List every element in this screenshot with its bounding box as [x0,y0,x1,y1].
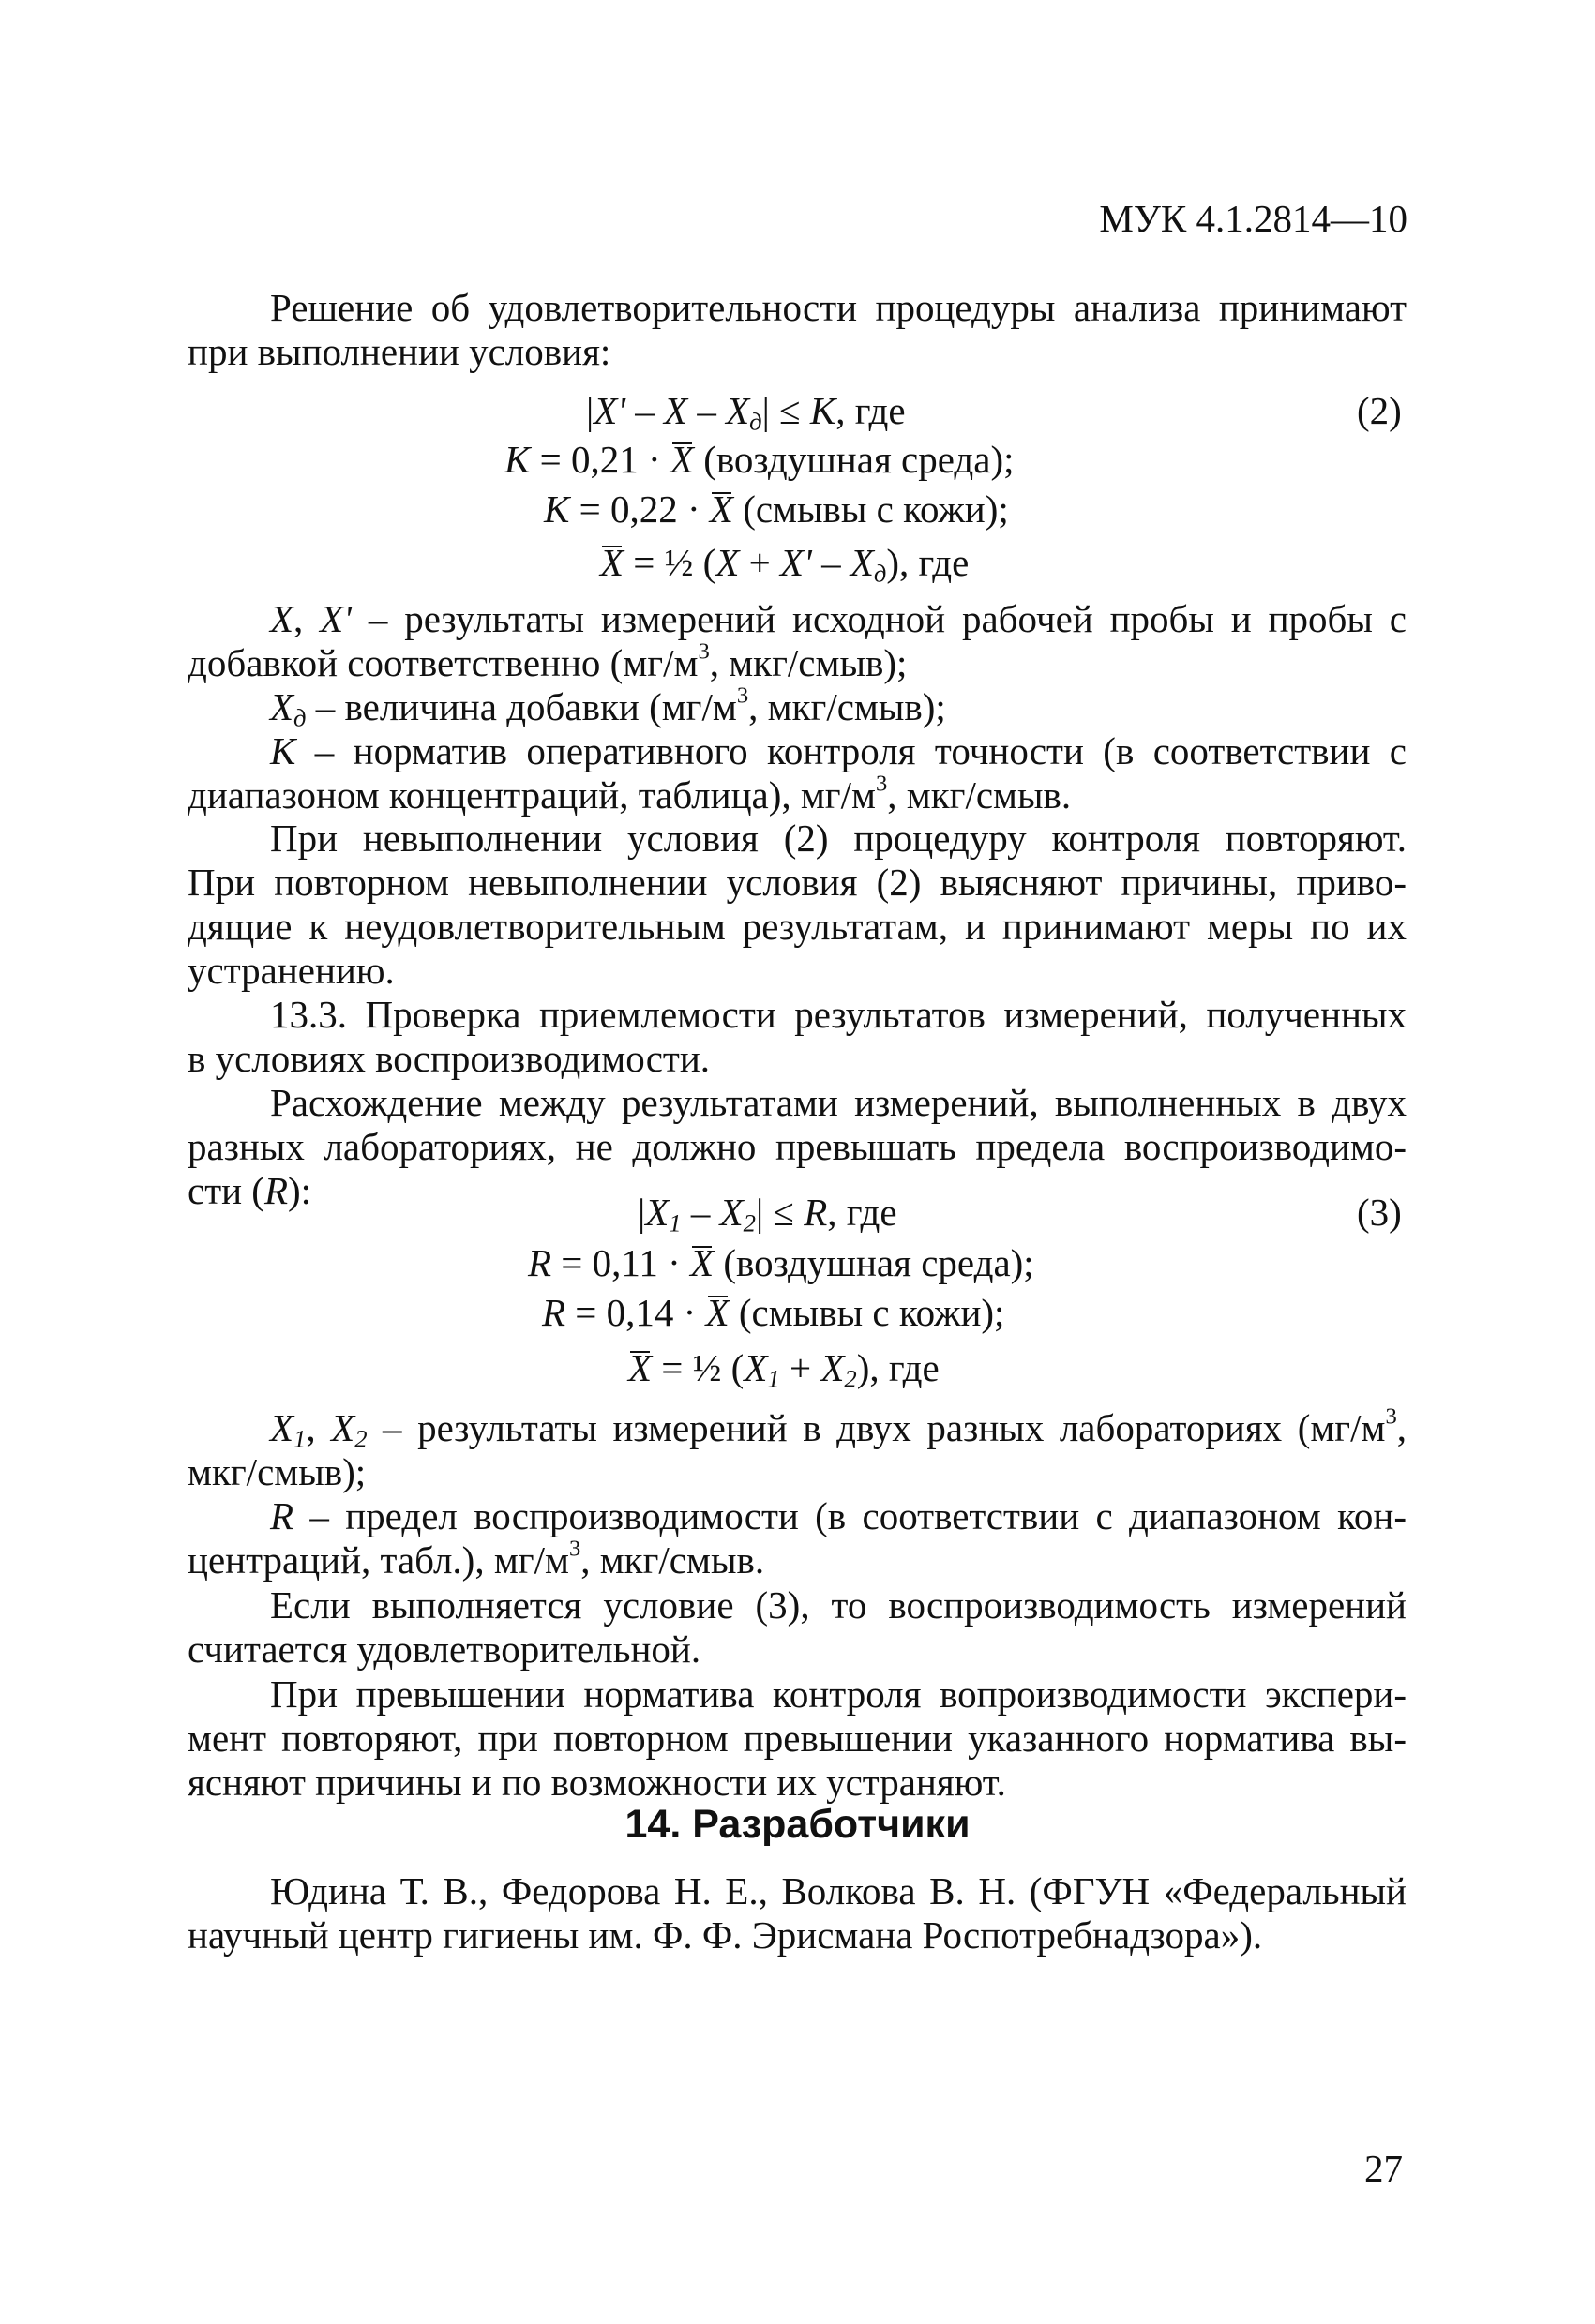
formula-2-line-4: X = ½ $(X + X' - X_д)$, где [600,541,970,588]
formula-3-line-4: X = ½ $(X_1 + X_2)$, где [628,1346,940,1393]
formula-2-line-1: $|X' - X - X_д| \le K$, где [586,389,906,436]
definitions-formula-2: X, X' – результаты измерений исходной рабочей пробы и пробы с добавкой соответственно ($мг/м^3$, мкг/смыв); $X_д$ – величина добавки ($мг/м^3$, мкг/смыв); K – норматив оперативного контроля точности (в соответствии с диапазоном концентраций, таблица), $мг/м^3$, мкг/смыв. [188,597,1407,817]
definitions-formula-3: $X_1$, $X_2$ – результаты измерений в двух разных лабораториях ($мг/м^3$, мкг/смыв); R – предел воспроизводимости (в соответствии с диапазоном кон- центраций, табл.), $мг/м^3$, мкг/смыв. [188,1403,1407,1582]
paragraph-norm-exceeded: При превышении норматива контроля вопроизводимости экспери- мент повторяют, при повторном превышении указанного норматива вы- ясняют причины и по возможности их устраняют. [188,1672,1407,1804]
formula-3-line-1: $|X_1 - X_2| \le R$, где [638,1191,897,1237]
paragraph-developers: Юдина Т. В., Федорова Н. Е., Волкова В. Н. (ФГУН «Федеральный научный центр гигиены им. Ф. Ф. Эрисмана Роспотребнадзора»). [188,1869,1407,1957]
document-code-header: МУК 4.1.2814—10 [1099,197,1407,240]
equation-number-2: (2) [1357,389,1402,432]
equation-number-3: (3) [1357,1191,1402,1234]
paragraph-reproducibility-limit: Расхождение между результатами измерений, выполненных в двух разных лабораториях, не должно превышать предела воспроизводимо- сти (R): [188,1081,1407,1212]
paragraph-repeat-control: При невыполнении условия (2) процедуру контроля повторяют. При повторном невыполнении условия (2) выясняют причины, приво- дящие к неудовлетворительным результатам, и принимают меры по их устранению. [188,817,1407,992]
formula-2-line-3: K = 0,22 · X (смывы с кожи); [544,487,1009,531]
formula-3-line-2: R = 0,11 · X (воздушная среда); [528,1241,1034,1284]
page-number: 27 [1364,2147,1403,2190]
paragraph-13-3: 13.3. Проверка приемлемости результатов измерений, полученных в условиях воспроизводимости. [188,993,1407,1080]
formula-3-line-3: R = 0,14 · X (смывы с кожи); [542,1291,1005,1334]
paragraph-decision-condition: Решение об удовлетворительности процедуры анализа принимают при выполнении условия: [188,286,1407,373]
formula-2-line-2: K = 0,21 · X (воздушная среда); [504,438,1015,481]
paragraph-condition-3-met: Если выполняется условие (3), то воспроизводимость измерений считается удовлетворительной. [188,1583,1407,1671]
section-14-heading: 14. Разработчики [624,1802,971,1847]
